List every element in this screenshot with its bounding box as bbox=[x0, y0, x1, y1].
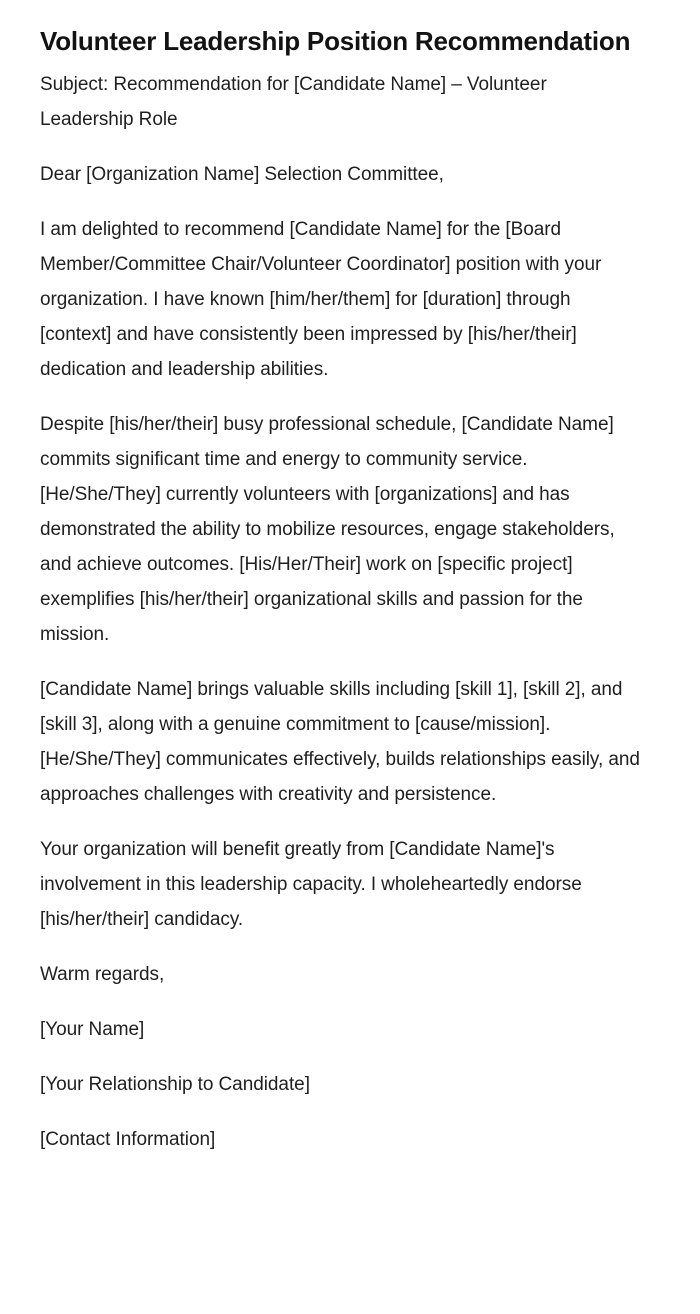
paragraph-introduction: I am delighted to recommend [Candidate Name] for the [Board Member/Committee Chair/Volunteer Coordinator] position with your organization. I have known [him/her/them] for [duration] through [context] and have consistently been impressed by [his/her/their] dedication and leadership abilities. bbox=[40, 219, 602, 380]
paragraph-skills: [Candidate Name] brings valuable skills including [skill 1], [skill 2], and [skill 3], along with a genuine commitment to [cause/mission]. [He/She/They] communicates effectively, builds relationships easily, and approaches challenges with creativity and persistence. bbox=[40, 679, 640, 805]
letter-body bbox=[40, 58, 640, 1157]
signature-your-name: [Your Name] bbox=[40, 1019, 145, 1040]
subject-line: Subject: Recommendation for [Candidate Name] – Volunteer Leadership Role bbox=[40, 74, 547, 130]
page-title: Volunteer Leadership Position Recommendation bbox=[40, 26, 631, 56]
paragraph-endorsement: Your organization will benefit greatly from [Candidate Name]'s involvement in this leadership capacity. I wholeheartedly endorse [his/her/their] candidacy. bbox=[40, 839, 582, 930]
paragraph-community-service: Despite [his/her/their] busy professional schedule, [Candidate Name] commits significant time and energy to community service. [He/She/They] currently volunteers with [organizations] and has demonstrated the ability to mobilize resources, engage stakeholders, and achieve outcomes. [His/Her/Their] work on [specific project] exemplifies [his/her/their] organizational skills and passion for the mission. bbox=[40, 414, 615, 645]
salutation: Dear [Organization Name] Selection Committee, bbox=[40, 164, 444, 185]
signature-block bbox=[40, 957, 640, 1157]
signature-contact-information: [Contact Information] bbox=[40, 1129, 216, 1150]
signature-relationship: [Your Relationship to Candidate] bbox=[40, 1074, 310, 1095]
closing-salutation: Warm regards, bbox=[40, 964, 165, 985]
